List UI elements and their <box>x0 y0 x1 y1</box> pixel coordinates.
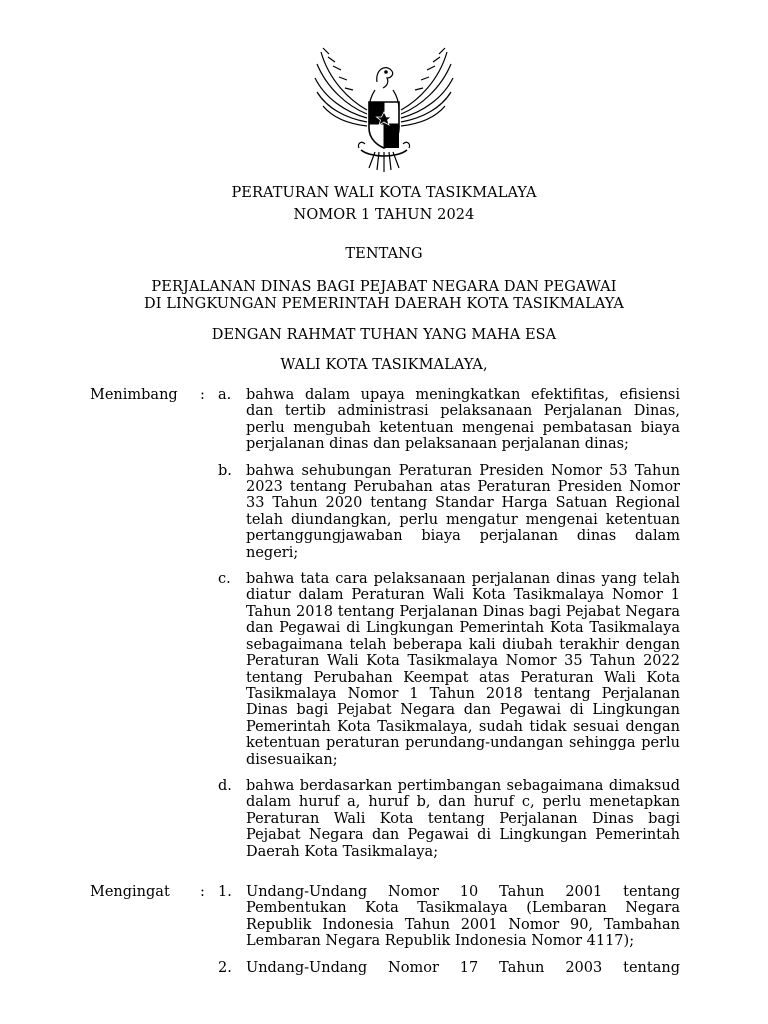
menimbang-item-a <box>90 387 680 453</box>
regulation-title: PERATURAN WALI KOTA TASIKMALAYA <box>231 185 537 201</box>
menimbang-item-d <box>90 778 680 860</box>
menimbang-label: Menimbang <box>90 387 178 403</box>
item-mark: b. <box>218 462 232 479</box>
item-text: bahwa dalam upaya meningkatkan efektifitas, efisiensi dan tertib administrasi pelaksanaan Perjalanan Dinas, perlu mengubah ketentuan mengenai pembatasan biaya perjalanan dinas dan pelaksanaan perjalanan dinas; <box>246 387 680 453</box>
item-text: Undang-Undang Nomor 10 Tahun 2001 tentang Pembentukan Kota Tasikmalaya (Lembaran Negara Republik Indonesia Tahun 2001 Nomor 90, Tambahan Lembaran Negara Republik Indonesia Nomor 4117); <box>246 883 680 950</box>
rahmat-phrase: DENGAN RAHMAT TUHAN YANG MAHA ESA <box>211 327 557 343</box>
menimbang-colon: : <box>200 387 205 403</box>
garuda-emblem-icon <box>309 40 459 176</box>
mengingat-item-1 <box>90 884 680 950</box>
item-text: Undang-Undang Nomor 17 Tahun 2003 tentang <box>246 959 680 976</box>
item-mark: d. <box>218 777 232 794</box>
official-title: WALI KOTA TASIKMALAYA, <box>280 357 488 373</box>
document-body <box>90 387 680 976</box>
item-text: bahwa tata cara pelaksanaan perjalanan dinas yang telah diatur dalam Peraturan Wali Kota Tasikmalaya Nomor 1 Tahun 2018 tentang Perjalanan Dinas bagi Pejabat Negara dan Pegawai di Lingkungan Pemerintah Kota Tasikmalaya sebagaimana telah beberapa kali diubah terakhir dengan Peraturan Wali Kota Tasikmalaya Nomor 35 Tahun 2022 tentang Perubahan Keempat atas Peraturan Wali Kota Tasikmalaya Nomor 1 Tahun 2018 tentang Perjalanan Dinas bagi Pejabat Negara dan Pegawai di Lingkungan Pemerintah Kota Tasikmalaya, sudah tidak sesuai dengan ketentuan peraturan perundang-undangan sehingga perlu disesuaikan; <box>246 571 680 768</box>
mengingat-colon: : <box>200 883 205 900</box>
item-mark: a. <box>218 387 232 403</box>
item-text: bahwa berdasarkan pertimbangan sebagaimana dimaksud dalam huruf a, huruf b, dan huruf c, perlu menetapkan Peraturan Wali Kota tentang Perjalanan Dinas bagi Pejabat Negara dan Pegawai di Lingkungan Pemerintah Daerah Kota Tasikmalaya; <box>246 777 680 860</box>
tentang-heading: TENTANG <box>345 246 423 262</box>
subject-line-1: PERJALANAN DINAS BAGI PEJABAT NEGARA DAN PEGAWAI <box>151 279 617 295</box>
menimbang-item-b <box>90 463 680 561</box>
mengingat-item-2 <box>90 960 680 976</box>
item-mark: 2. <box>218 959 232 976</box>
item-text: bahwa sehubungan Peraturan Presiden Nomor 53 Tahun 2023 tentang Perubahan atas Peraturan Presiden Nomor 33 Tahun 2020 tentang Standar Harga Satuan Regional telah diundangkan, perlu mengatur mengenai ketentuan pertanggungjawaban biaya perjalanan dinas dalam negeri; <box>246 462 680 561</box>
regulation-number: NOMOR 1 TAHUN 2024 <box>293 207 475 223</box>
item-mark: 1. <box>218 883 232 900</box>
subject-line-2: DI LINGKUNGAN PEMERINTAH DAERAH KOTA TASIKMALAYA <box>144 296 624 312</box>
mengingat-label: Mengingat <box>90 883 170 900</box>
item-mark: c. <box>218 571 231 588</box>
menimbang-item-c <box>90 571 680 768</box>
